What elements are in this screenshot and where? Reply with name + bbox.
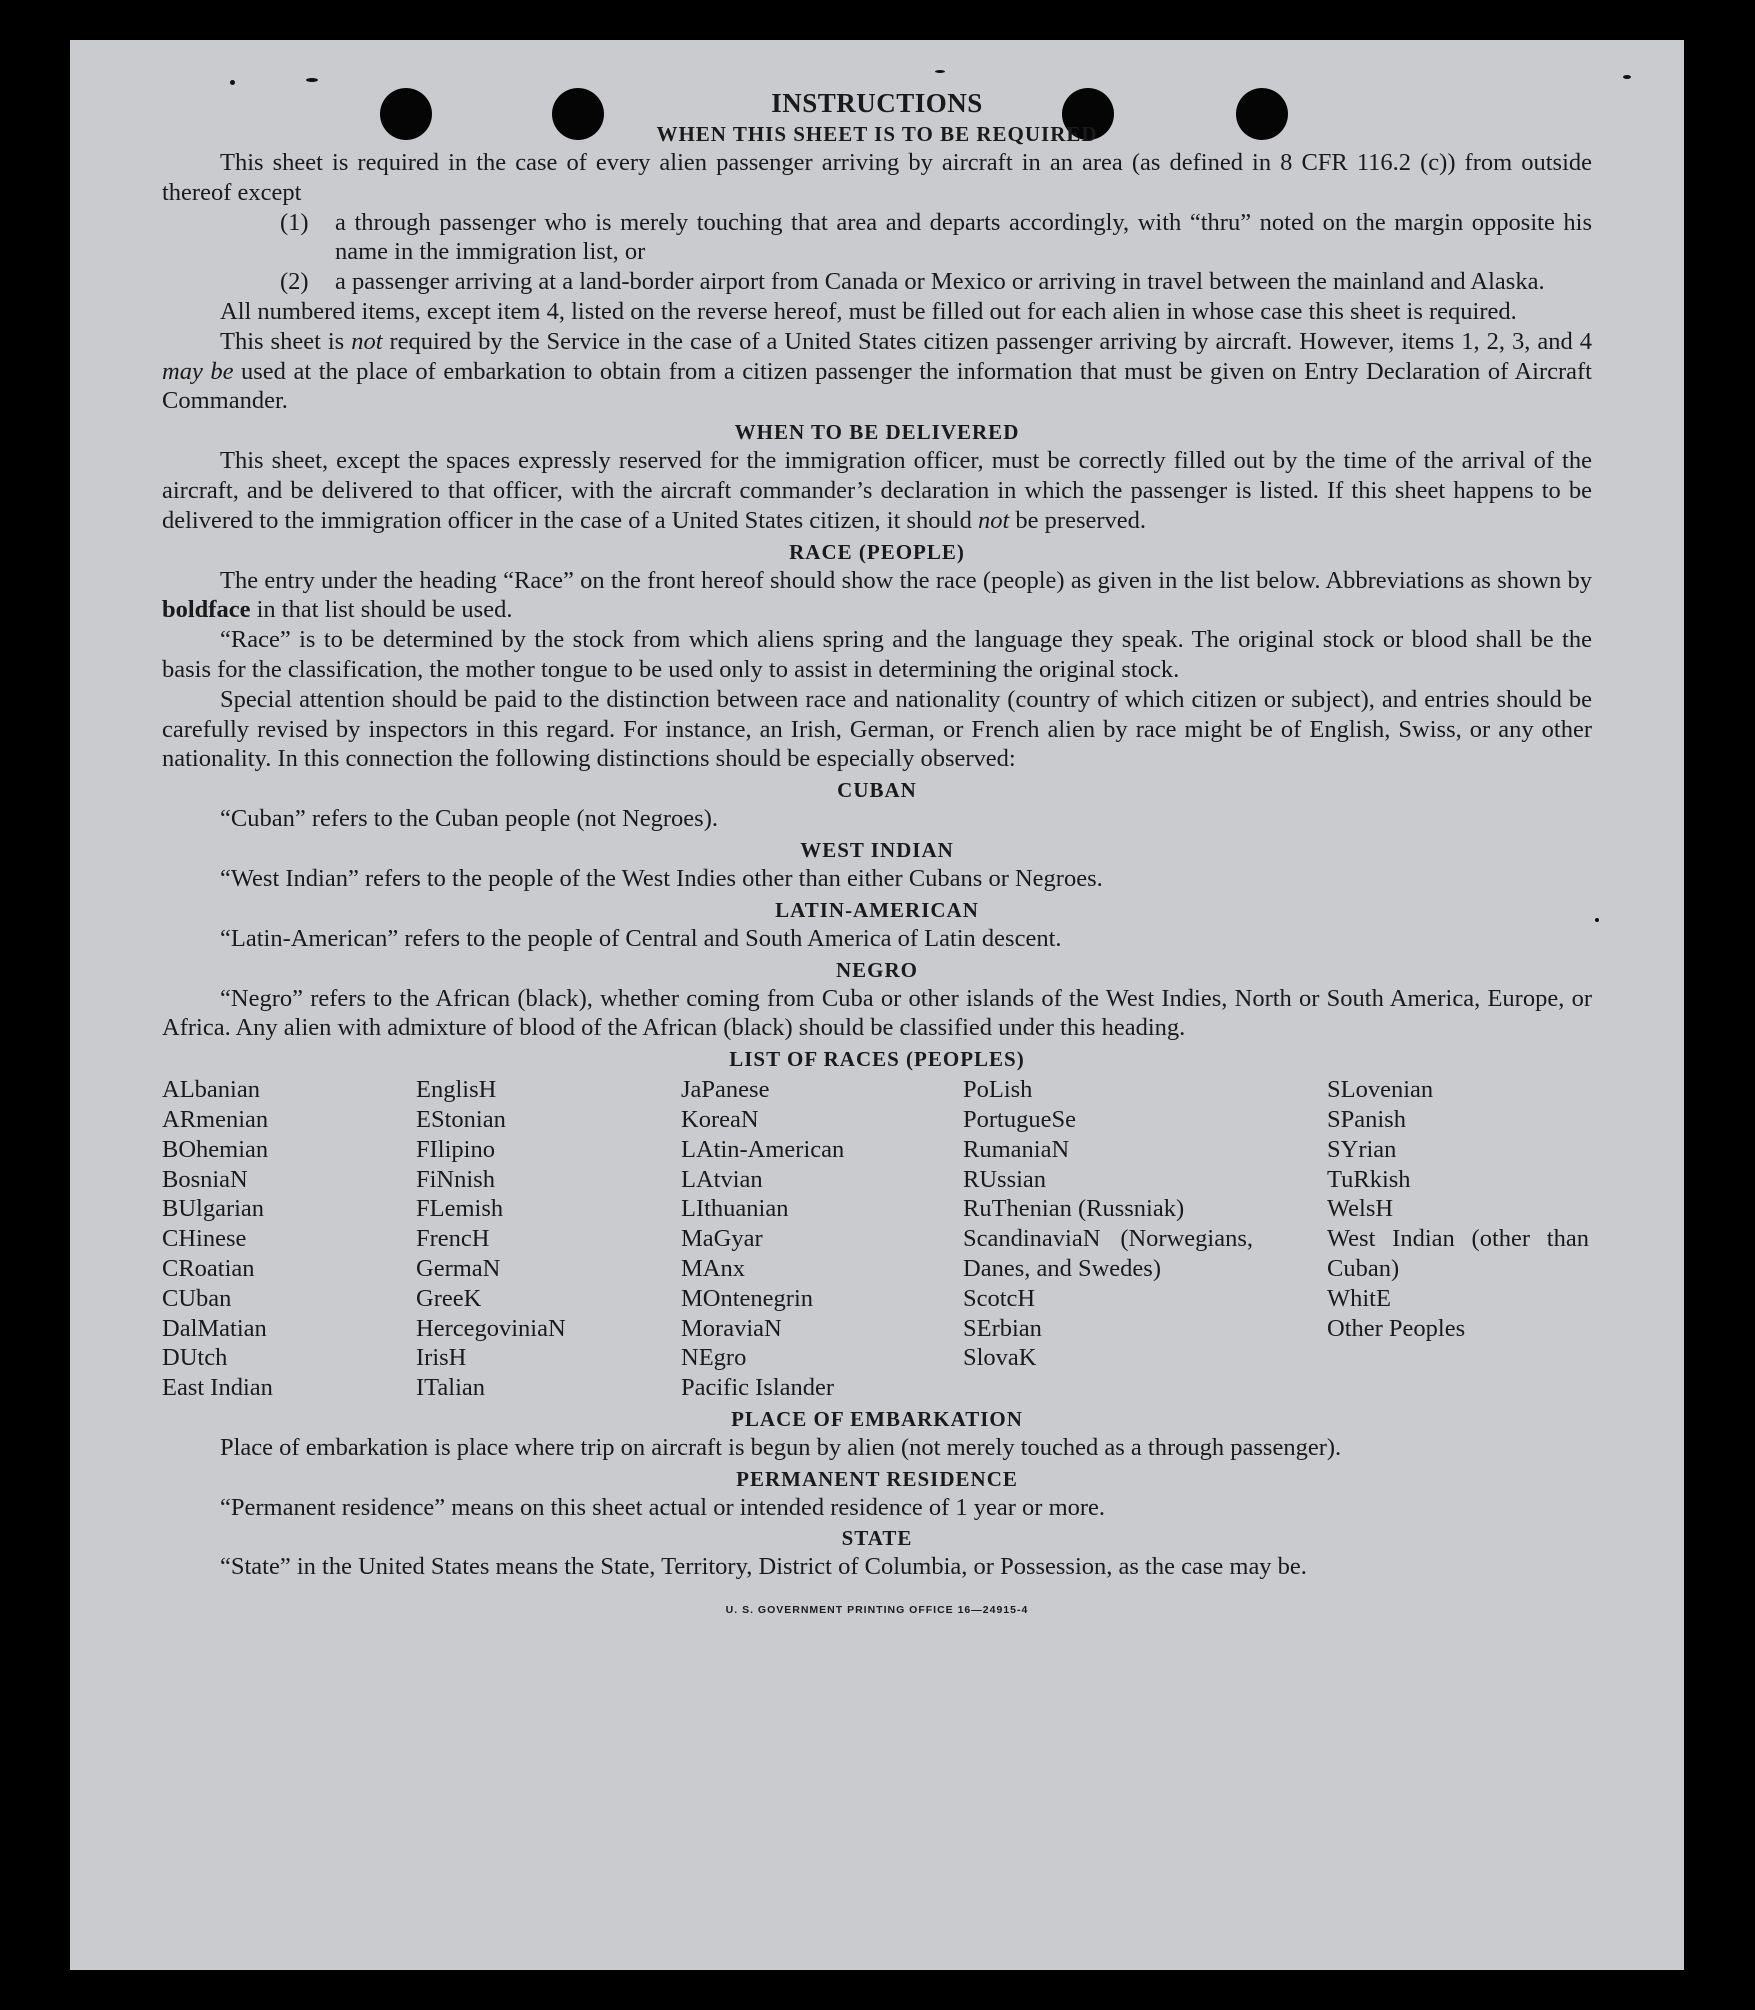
race-item: West Indian (other than Cuban) (1327, 1225, 1589, 1282)
section-heading: NEGRO (835, 957, 918, 982)
race-item: TuRkish (1327, 1165, 1411, 1193)
section-heading: RACE (PEOPLE) (789, 539, 965, 564)
paragraph: Special attention should be paid to the distinction between race and nationality (country of which citizen or subject), and entries should be carefully revised by inspectors in this regard. For instance, an Irish, German, or French alien by race might be of English, Swiss, or any other nationality. In this connection the following distinctions should be especially observed: (162, 685, 1592, 773)
page-title: INSTRUCTIONS (771, 88, 983, 118)
race-item: ARmenian (162, 1105, 269, 1133)
document-sheet (70, 40, 1684, 1970)
instructions-text (162, 86, 1592, 1626)
paragraph: “Latin-American” refers to the people of Central and South America of Latin descent. (220, 924, 1062, 952)
section-heading: WHEN TO BE DELIVERED (734, 420, 1020, 445)
race-item: PoLish (963, 1076, 1033, 1104)
text-run: be preserved. (1009, 506, 1147, 534)
section-heading: STATE (841, 1526, 913, 1551)
paragraph: “State” in the United States means the State, Territory, District of Columbia, or Possession, as the case may be. (220, 1553, 1307, 1581)
race-item: PortugueSe (963, 1105, 1076, 1133)
item-text: a through passenger who is merely touching that area and departs accordingly, with “thru” noted on the margin opposite his name in the immigration list, or (335, 208, 1592, 266)
paragraph: “West Indian” refers to the people of the West Indies other than either Cubans or Negroes. (220, 864, 1103, 892)
race-item: LAtin-American (681, 1135, 845, 1163)
item-number: (2) (280, 268, 309, 296)
race-column (162, 1075, 416, 1403)
race-item: GermaN (416, 1254, 501, 1282)
section-heading: WHEN THIS SHEET IS TO BE REQUIRED (656, 122, 1098, 146)
race-item: ALbanian (162, 1076, 260, 1104)
text-run: This sheet is (220, 327, 352, 355)
speck (935, 70, 945, 73)
race-item: FiNnish (416, 1165, 495, 1193)
emphasis: may be (162, 357, 234, 385)
speck (306, 78, 318, 82)
race-item: BUlgarian (162, 1195, 265, 1223)
race-item: RumaniaN (963, 1135, 1070, 1163)
race-item: NEgro (681, 1344, 747, 1372)
race-item: Pacific Islander (681, 1374, 835, 1402)
section-heading: CUBAN (837, 778, 917, 803)
item-text: a passenger arriving at a land-border airport from Canada or Mexico or arriving in travel between the mainland and Alaska. (335, 268, 1545, 296)
race-item: SYrian (1327, 1135, 1397, 1163)
speck (1623, 75, 1631, 79)
section-heading: PLACE OF EMBARKATION (731, 1406, 1023, 1431)
text-run: in that list should be used. (250, 596, 513, 624)
race-item: WhitE (1327, 1284, 1391, 1312)
race-item: RuThenian (Russniak) (963, 1195, 1185, 1223)
paragraph: This sheet is required in the case of every alien passenger arriving by aircraft in an area (as defined in 8 CFR 116.2 (c)) from outside thereof except (162, 149, 1592, 206)
race-item: SPanish (1327, 1105, 1406, 1133)
race-item: East Indian (162, 1374, 273, 1402)
race-item: JaPanese (681, 1076, 770, 1104)
race-item: FrencH (416, 1225, 490, 1253)
race-item: MoraviaN (681, 1314, 782, 1342)
race-item: GreeK (416, 1284, 482, 1312)
paragraph: “Race” is to be determined by the stock from which aliens spring and the language they speak. The original stock or blood shall be the basis for the classification, the mother tongue to be used only to assist in determining the original stock. (162, 626, 1592, 683)
paragraph (162, 327, 1592, 416)
list-item (280, 208, 1592, 268)
printer-imprint: U. S. GOVERNMENT PRINTING OFFICE 16—24915-4 (725, 1604, 1029, 1617)
race-item: EnglisH (416, 1076, 497, 1104)
race-item: BosniaN (162, 1165, 248, 1193)
race-item: SlovaK (963, 1344, 1037, 1372)
race-item: MaGyar (681, 1225, 763, 1253)
emphasis: not (977, 506, 1010, 534)
race-item: ScotcH (963, 1284, 1036, 1312)
paragraph (162, 446, 1592, 535)
race-item: MOntenegrin (681, 1284, 813, 1312)
paragraph (162, 566, 1592, 626)
race-item: RUssian (963, 1165, 1047, 1193)
paragraph: “Permanent residence” means on this sheet actual or intended residence of 1 year or more. (220, 1493, 1106, 1521)
race-column (1327, 1075, 1589, 1403)
item-number: (1) (280, 208, 309, 236)
text-run: required by the Service in the case of a United States citizen passenger arriving by aircraft. However, items 1, 2, 3, and 4 (382, 327, 1592, 355)
paragraph: Place of embarkation is place where trip on aircraft is begun by alien (not merely touched as a through passenger). (220, 1433, 1342, 1461)
emphasis: not (351, 327, 383, 355)
text-run: The entry under the heading “Race” on the front hereof should show the race (people) as given in the list below. Abbreviations as shown by (220, 566, 1592, 594)
race-item: CHinese (162, 1225, 247, 1253)
section-heading: LATIN-AMERICAN (775, 897, 979, 922)
race-item: LAtvian (681, 1165, 763, 1193)
race-item: CUban (162, 1284, 232, 1312)
race-item: FIlipino (416, 1135, 495, 1163)
race-item: FLemish (416, 1195, 504, 1223)
race-item: DalMatian (162, 1314, 267, 1342)
race-item: CRoatian (162, 1254, 255, 1282)
paragraph: All numbered items, except item 4, listed on the reverse hereof, must be filled out for each alien in whose case this sheet is required. (220, 297, 1517, 325)
race-list (162, 1075, 1592, 1403)
paragraph: “Negro” refers to the African (black), whether coming from Cuba or other islands of the West Indies, North or South America, Europe, or Africa. Any alien with admixture of blood of the African (black) should be classified under this heading. (162, 984, 1592, 1042)
bold-text: boldface (162, 596, 251, 624)
race-item: DUtch (162, 1344, 228, 1372)
race-item: HercegoviniaN (416, 1314, 566, 1342)
race-item: ITalian (416, 1374, 486, 1402)
race-item: MAnx (681, 1254, 745, 1282)
race-item: EStonian (416, 1105, 506, 1133)
text-run: used at the place of embarkation to obtain from a citizen passenger the information that must be given on Entry Declaration of Aircraft Commander. (162, 357, 1592, 415)
text-run: This sheet, except the spaces expressly reserved for the immigration officer, must be correctly filled out by the time of the arrival of the aircraft, and be delivered to that officer, with the aircraft commander’s declaration in which the passenger is listed. If this sheet happens to be delivered to the immigration officer in the case of a United States citizen, it should (162, 447, 1592, 534)
speck (1595, 918, 1599, 922)
race-item: IrisH (416, 1344, 467, 1372)
race-item: SLovenian (1327, 1076, 1434, 1104)
race-item: Other Peoples (1327, 1314, 1466, 1342)
race-column (681, 1075, 963, 1403)
race-item: LIthuanian (681, 1195, 789, 1223)
list-item (280, 267, 1592, 297)
section-heading: PERMANENT RESIDENCE (736, 1466, 1018, 1491)
section-heading: LIST OF RACES (PEOPLES) (729, 1047, 1025, 1072)
race-column (416, 1075, 681, 1403)
section-heading: WEST INDIAN (800, 837, 954, 862)
paragraph: “Cuban” refers to the Cuban people (not Negroes). (220, 805, 718, 833)
race-item: WelsH (1327, 1195, 1394, 1223)
race-item: ScandinaviaN (Norwegians, Danes, and Swedes) (963, 1225, 1253, 1282)
race-item: KoreaN (681, 1105, 759, 1133)
race-column (963, 1075, 1253, 1403)
speck (230, 80, 235, 85)
race-item: SErbian (963, 1314, 1042, 1342)
race-item: BOhemian (162, 1135, 269, 1163)
